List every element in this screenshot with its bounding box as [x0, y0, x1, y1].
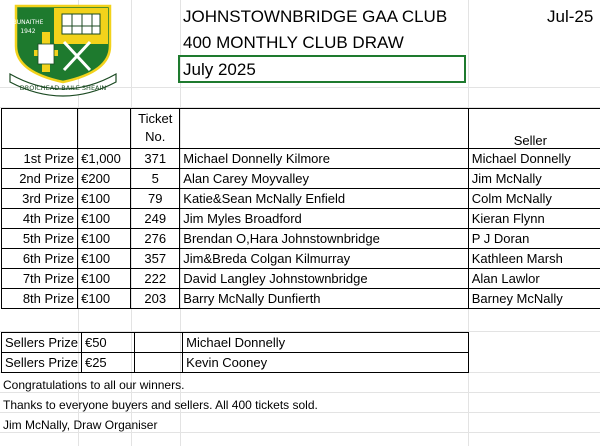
- sellers-prize-name: Kevin Cooney: [183, 353, 469, 373]
- seller-name: Kathleen Marsh: [468, 249, 600, 269]
- winner-name: David Langley Johnstownbridge: [180, 269, 468, 289]
- sellers-prize-table: [1, 332, 469, 373]
- crest-founded-text: BUNAITHE: [12, 19, 44, 26]
- table-row: [2, 209, 600, 229]
- seller-header: Seller: [468, 109, 600, 149]
- prize-place: 5th Prize: [2, 229, 78, 249]
- club-crest-icon: [2, 2, 124, 102]
- prize-place: 4th Prize: [2, 209, 78, 229]
- footer-organiser: Jim McNally, Draw Organiser: [3, 418, 158, 432]
- table-row: [2, 269, 600, 289]
- table-header-row: [2, 109, 600, 149]
- ticket-number: 5: [131, 169, 180, 189]
- sellers-prize-place: Sellers Prize: [2, 353, 82, 373]
- ticket-number: 222: [131, 269, 180, 289]
- footer-congrats: Congratulations to all our winners.: [3, 378, 185, 392]
- seller-name: Barney McNally: [468, 289, 600, 309]
- ticket-number: 357: [131, 249, 180, 269]
- prize-amount: €100: [78, 229, 131, 249]
- table-row: [2, 353, 469, 373]
- sellers-prize-name: Michael Donnelly: [183, 333, 469, 353]
- month-short: Jul-25: [547, 7, 594, 26]
- ticket-number: 276: [131, 229, 180, 249]
- winner-name: Alan Carey Moyvalley: [180, 169, 468, 189]
- footer-thanks: Thanks to everyone buyers and sellers. All 400 tickets sold.: [3, 398, 318, 412]
- ticket-header: Ticket No.: [131, 109, 180, 149]
- crest-year-text: 1942: [20, 28, 36, 35]
- winner-name: Barry McNally Dunfierth: [180, 289, 468, 309]
- prize-place: 2nd Prize: [2, 169, 78, 189]
- prize-amount: €100: [78, 249, 131, 269]
- table-row: [2, 189, 600, 209]
- ticket-number: 249: [131, 209, 180, 229]
- winner-name: Michael Donnelly Kilmore: [180, 149, 468, 169]
- prize-place: 1st Prize: [2, 149, 78, 169]
- prize-table: [1, 108, 600, 309]
- sellers-prize-amount: €50: [81, 333, 134, 353]
- seller-name: P J Doran: [468, 229, 600, 249]
- month-cell[interactable]: [178, 55, 466, 83]
- table-row: [2, 169, 600, 189]
- winner-name: Katie&Sean McNally Enfield: [180, 189, 468, 209]
- prize-place: 3rd Prize: [2, 189, 78, 209]
- prize-amount: €100: [78, 189, 131, 209]
- table-row: [2, 149, 600, 169]
- winner-name: Brendan O,Hara Johnstownbridge: [180, 229, 468, 249]
- table-row: [2, 289, 600, 309]
- prize-amount: €100: [78, 289, 131, 309]
- prize-place: 6th Prize: [2, 249, 78, 269]
- sellers-prize-amount: €25: [81, 353, 134, 373]
- ticket-number: 371: [131, 149, 180, 169]
- seller-name: Alan Lawlor: [468, 269, 600, 289]
- winner-name: Jim Myles Broadford: [180, 209, 468, 229]
- prize-place: 8th Prize: [2, 289, 78, 309]
- crest-ribbon-text: DROICHEAD BAILE SHEAIN: [19, 84, 107, 92]
- ticket-number: 203: [131, 289, 180, 309]
- month-label: July 2025: [183, 60, 256, 79]
- prize-place: 7th Prize: [2, 269, 78, 289]
- table-row: [2, 229, 600, 249]
- prize-amount: €200: [78, 169, 131, 189]
- prize-amount: €100: [78, 209, 131, 229]
- draw-name: 400 MONTHLY CLUB DRAW: [183, 33, 404, 52]
- seller-name: Colm McNally: [468, 189, 600, 209]
- ticket-number: 79: [131, 189, 180, 209]
- prize-amount: €1,000: [78, 149, 131, 169]
- prize-amount: €100: [78, 269, 131, 289]
- club-name: JOHNSTOWNBRIDGE GAA CLUB: [183, 7, 448, 26]
- table-row: [2, 249, 600, 269]
- winner-name: Jim&Breda Colgan Kilmurray: [180, 249, 468, 269]
- seller-name: Kieran Flynn: [468, 209, 600, 229]
- seller-name: Jim McNally: [468, 169, 600, 189]
- table-row: [2, 333, 469, 353]
- sellers-prize-place: Sellers Prize: [2, 333, 82, 353]
- seller-name: Michael Donnelly: [468, 149, 600, 169]
